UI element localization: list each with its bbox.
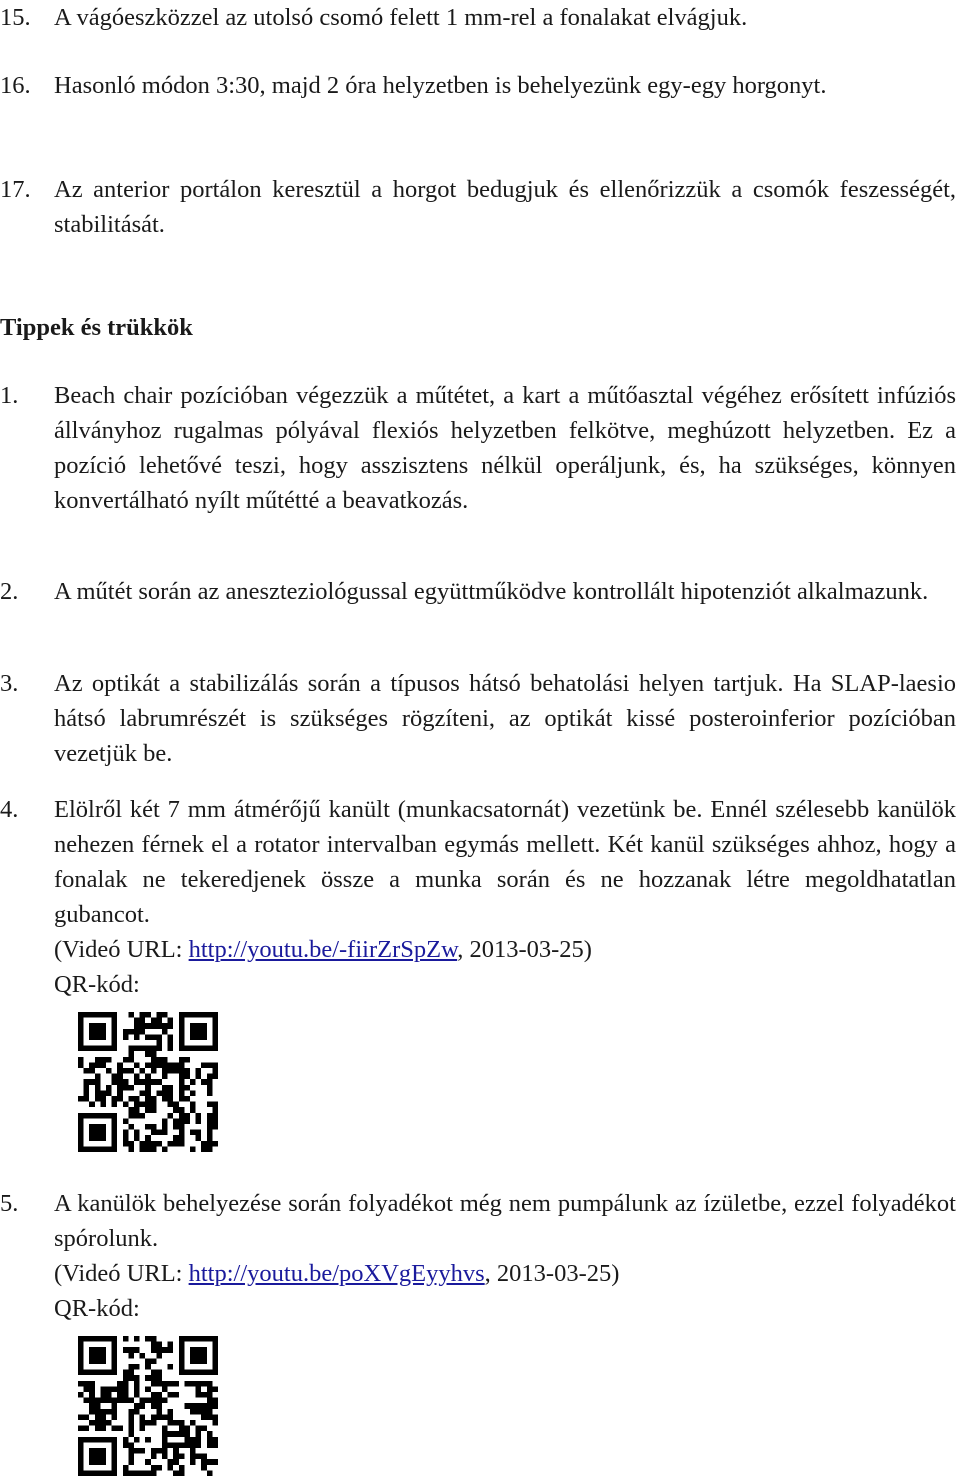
tip-item-4	[0, 792, 956, 1002]
list-text: Beach chair pozícióban végezzük a műtétet, a kart a műtőasztal végéhez erősített infúziós állványhoz rugalmas pólyával flexiós helyzetben felkötve, meghúzott helyzetben. Ez a pozíció lehetővé teszi, hogy asszisztens nélkül operáljunk, és, ha szükséges, könnyen konvertálható nyílt műtétté a beavatkozás.	[54, 382, 956, 514]
qr-code-image	[78, 1336, 218, 1476]
tip-item-5	[0, 1186, 956, 1326]
list-text: Az optikát a stabilizálás során a típusos hátsó behatolási helyen tartjuk. Ha SLAP-laesio hátsó labrumrészét is szükséges rögzíteni, az optikát kissé posteroinferior pozícióban vezetjük be.	[54, 670, 956, 767]
list-number: 15.	[0, 4, 31, 31]
section-heading: Tippek és trükkök	[0, 314, 193, 341]
tip-item-2	[0, 574, 956, 609]
list-text: A vágóeszközzel az utolsó csomó felett 1 mm-rel a fonalakat elvágjuk.	[54, 4, 748, 31]
list-number: 2.	[0, 578, 19, 605]
list-text: Az anterior portálon keresztül a horgot bedugjuk és ellenőrizzük a csomók feszességét, stabilitását.	[54, 176, 956, 238]
qr-code-image	[78, 1012, 218, 1152]
list-text: A kanülök behelyezése során folyadékot még nem pumpálunk az ízületbe, ezzel folyadékot spórolunk.	[54, 1190, 956, 1252]
list-number: 4.	[0, 796, 19, 823]
list-number: 5.	[0, 1190, 19, 1217]
video-date: , 2013-03-25)	[457, 936, 592, 963]
video-line	[54, 1256, 956, 1291]
video-line	[54, 932, 956, 967]
video-link[interactable]: http://youtu.be/poXVgEyyhvs	[188, 1260, 485, 1287]
qr-label: QR-kód:	[54, 971, 140, 998]
list-number: 1.	[0, 382, 19, 409]
video-date: , 2013-03-25)	[484, 1260, 620, 1287]
list-number: 16.	[0, 72, 31, 99]
list-item-17	[0, 172, 956, 242]
list-text: Hasonló módon 3:30, majd 2 óra helyzetben is behelyezünk egy-egy horgonyt.	[54, 72, 827, 99]
video-prefix: (Videó URL:	[54, 1260, 189, 1287]
tip-item-3	[0, 666, 956, 771]
list-text: Elölről két 7 mm átmérőjű kanült (munkacsatornát) vezetünk be. Ennél szélesebb kanülök nehezen férnek el a rotator intervalban egymás mellett. Két kanül szükséges ahhoz, hogy a fonalak ne tekeredjenek össze a munka során és ne hozzanak létre megoldhatatlan gubancot.	[54, 796, 956, 928]
list-text: A műtét során az aneszteziológussal együttműködve kontrollált hipotenziót alkalmazunk.	[54, 578, 929, 605]
video-link[interactable]: http://youtu.be/-fiirZrSpZw	[188, 936, 458, 963]
list-number: 3.	[0, 670, 19, 697]
qr-code-graphic	[78, 1012, 218, 1152]
qr-label: QR-kód:	[54, 1295, 140, 1322]
list-item-15	[0, 0, 956, 35]
list-number: 17.	[0, 176, 31, 203]
video-prefix: (Videó URL:	[54, 936, 189, 963]
list-item-16	[0, 68, 956, 103]
tip-item-1	[0, 378, 956, 518]
qr-code-graphic	[78, 1336, 218, 1476]
